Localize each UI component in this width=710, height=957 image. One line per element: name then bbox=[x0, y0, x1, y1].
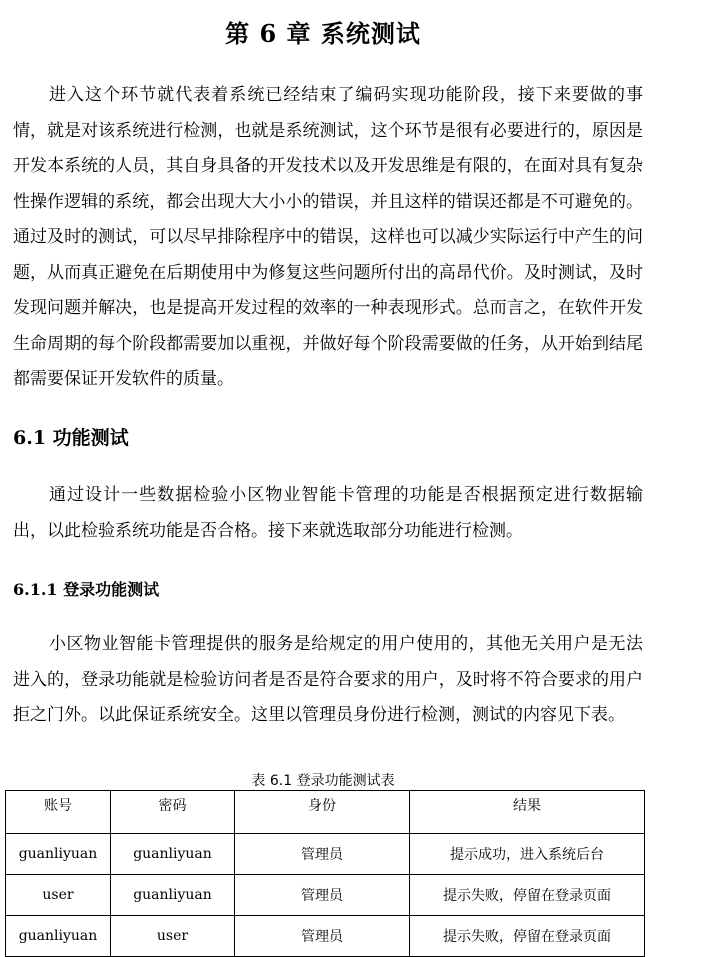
header-result: 结果 bbox=[410, 791, 645, 834]
chapter-title: 第 6 章 系统测试 bbox=[225, 19, 421, 48]
cell-password: user bbox=[111, 916, 235, 957]
table-row bbox=[6, 916, 645, 957]
cell-result: 提示失败，停留在登录页面 bbox=[410, 875, 645, 916]
cell-account: guanliyuan bbox=[6, 834, 111, 875]
section-6-1-1-paragraph: 小区物业智能卡管理提供的服务是给规定的用户使用的，其他无关用户是无法进入的，登录功能就是检验访问者是否是符合要求的用户，及时将不符合要求的用户拒之门外。以此保证系统安全。这里以管理员身份进行检测，测试的内容见下表。 bbox=[13, 634, 643, 725]
cell-password: guanliyuan bbox=[111, 875, 235, 916]
cell-identity: 管理员 bbox=[235, 875, 410, 916]
header-account: 账号 bbox=[6, 791, 111, 834]
cell-account: guanliyuan bbox=[6, 916, 111, 957]
table-row bbox=[6, 834, 645, 875]
header-identity: 身份 bbox=[235, 791, 410, 834]
cell-result: 提示成功，进入系统后台 bbox=[410, 834, 645, 875]
section-6-1-paragraph: 通过设计一些数据检验小区物业智能卡管理的功能是否根据预定进行数据输出，以此检验系统功能是否合格。接下来就选取部分功能进行检测。 bbox=[13, 485, 643, 541]
cell-result: 提示失败，停留在登录页面 bbox=[410, 916, 645, 957]
login-test-table bbox=[5, 790, 645, 957]
cell-identity: 管理员 bbox=[235, 916, 410, 957]
cell-password: guanliyuan bbox=[111, 834, 235, 875]
section-heading-6-1-1: 6.1.1 登录功能测试 bbox=[13, 580, 160, 599]
section-heading-6-1: 6.1 功能测试 bbox=[13, 427, 129, 449]
header-password: 密码 bbox=[111, 791, 235, 834]
cell-identity: 管理员 bbox=[235, 834, 410, 875]
table-row bbox=[6, 875, 645, 916]
table-header-row bbox=[6, 791, 645, 834]
intro-paragraph: 进入这个环节就代表着系统已经结束了编码实现功能阶段，接下来要做的事情，就是对该系统进行检测，也就是系统测试，这个环节是很有必要进行的，原因是开发本系统的人员，其自身具备的开发技术以及开发思维是有限的，在面对具有复杂性操作逻辑的系统，都会出现大大小小的错误，并且这样的错误还都是不可避免的。通过及时的测试，可以尽早排除程序中的错误，这样也可以减少实际运行中产生的问题，从而真正避免在后期使用中为修复这些问题所付出的高昂代价。及时测试，及时发现问题并解决，也是提高开发过程的效率的一种表现形式。总而言之，在软件开发生命周期的每个阶段都需要加以重视，并做好每个阶段需要做的任务，从开始到结尾都需要保证开发软件的质量。 bbox=[13, 85, 643, 389]
table-caption: 表 6.1 登录功能测试表 bbox=[251, 773, 395, 789]
cell-account: user bbox=[6, 875, 111, 916]
